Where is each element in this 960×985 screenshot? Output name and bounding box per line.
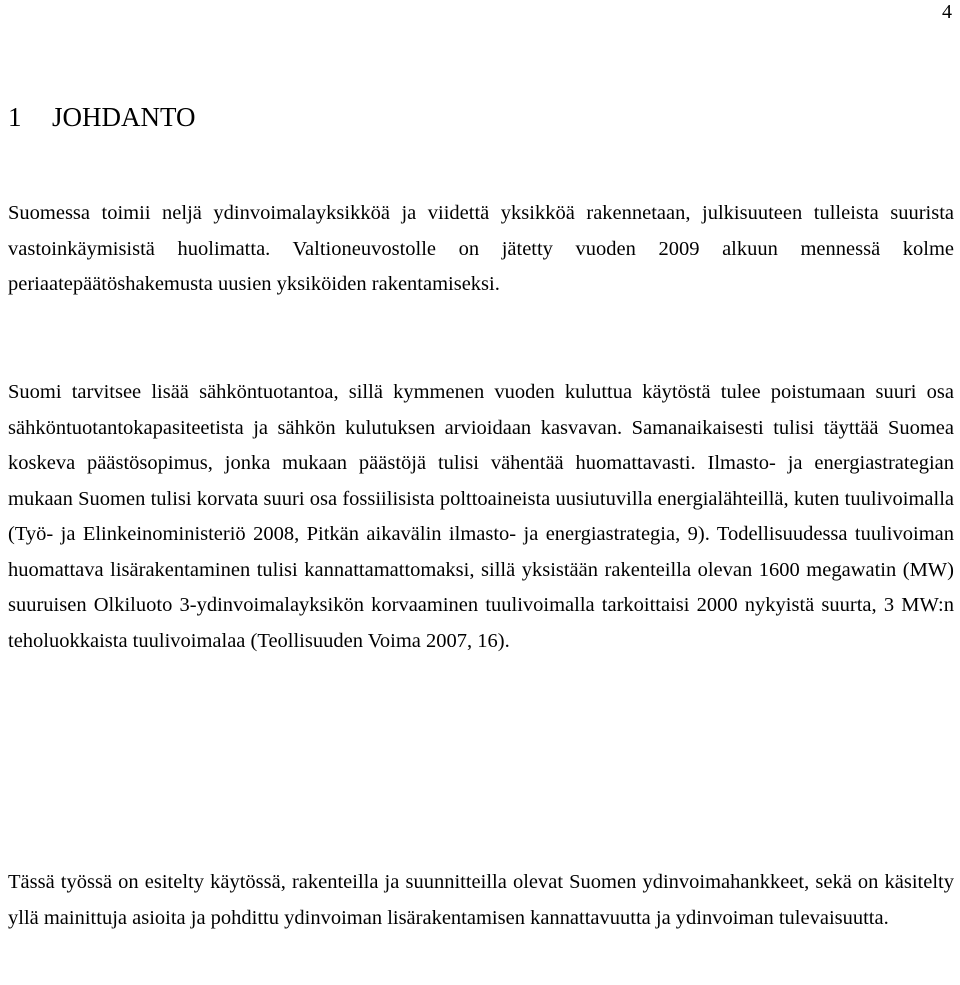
chapter-title: JOHDANTO [52,102,196,132]
page-number: 4 [942,1,952,23]
paragraph-1: Suomessa toimii neljä ydinvoimalayksikköä ja viidettä yksikköä rakennetaan, julkisuuteen tulleista suurista vastoinkäymisistä huolimatta. Valtioneuvostolle on jätetty vuoden 2009 alkuun mennessä kolme periaatepäätöshakemusta uusien yksiköiden rakentamiseksi. [8,202,954,295]
chapter-number: 1 [8,102,22,132]
paragraph-2: Suomi tarvitsee lisää sähköntuotantoa, sillä kymmenen vuoden kuluttua käytöstä tulee poistumaan suuri osa sähköntuotantokapasiteetista ja sähkön kulutuksen arvioidaan kasvavan. Samanaikaisesti tulisi täyttää Suomea koskeva päästösopimus, jonka mukaan päästöjä tulisi vähentää huomattavasti. Ilmasto- ja energiastrategian mukaan Suomen tulisi korvata suuri osa fossiilisista polttoaineista uusiutuvilla energialähteillä, kuten tuulivoimalla (Työ- ja Elinkeinoministeriö 2008, Pitkän aikavälin ilmasto- ja energiastrategia, 9). Todellisuudessa tuulivoiman huomattava lisärakentaminen tulisi kannattamattomaksi, sillä yksistään rakenteilla olevan 1600 megawatin (MW) suuruisen Olkiluoto 3-ydinvoimalayksikön korvaaminen tuulivoimalla tarkoittaisi 2000 nykyistä suurta, 3 MW:n teholuokkaista tuulivoimalaa (Teollisuuden Voima 2007, 16). [8,381,954,652]
paragraph-3: Tässä työssä on esitelty käytössä, rakenteilla ja suunnitteilla olevat Suomen ydinvoimahankkeet, sekä on käsitelty yllä mainittuja asioita ja pohdittu ydinvoiman lisärakentamisen kannattavuutta ja ydinvoiman tulevaisuutta. [8,871,954,929]
chapter-heading [8,101,196,133]
